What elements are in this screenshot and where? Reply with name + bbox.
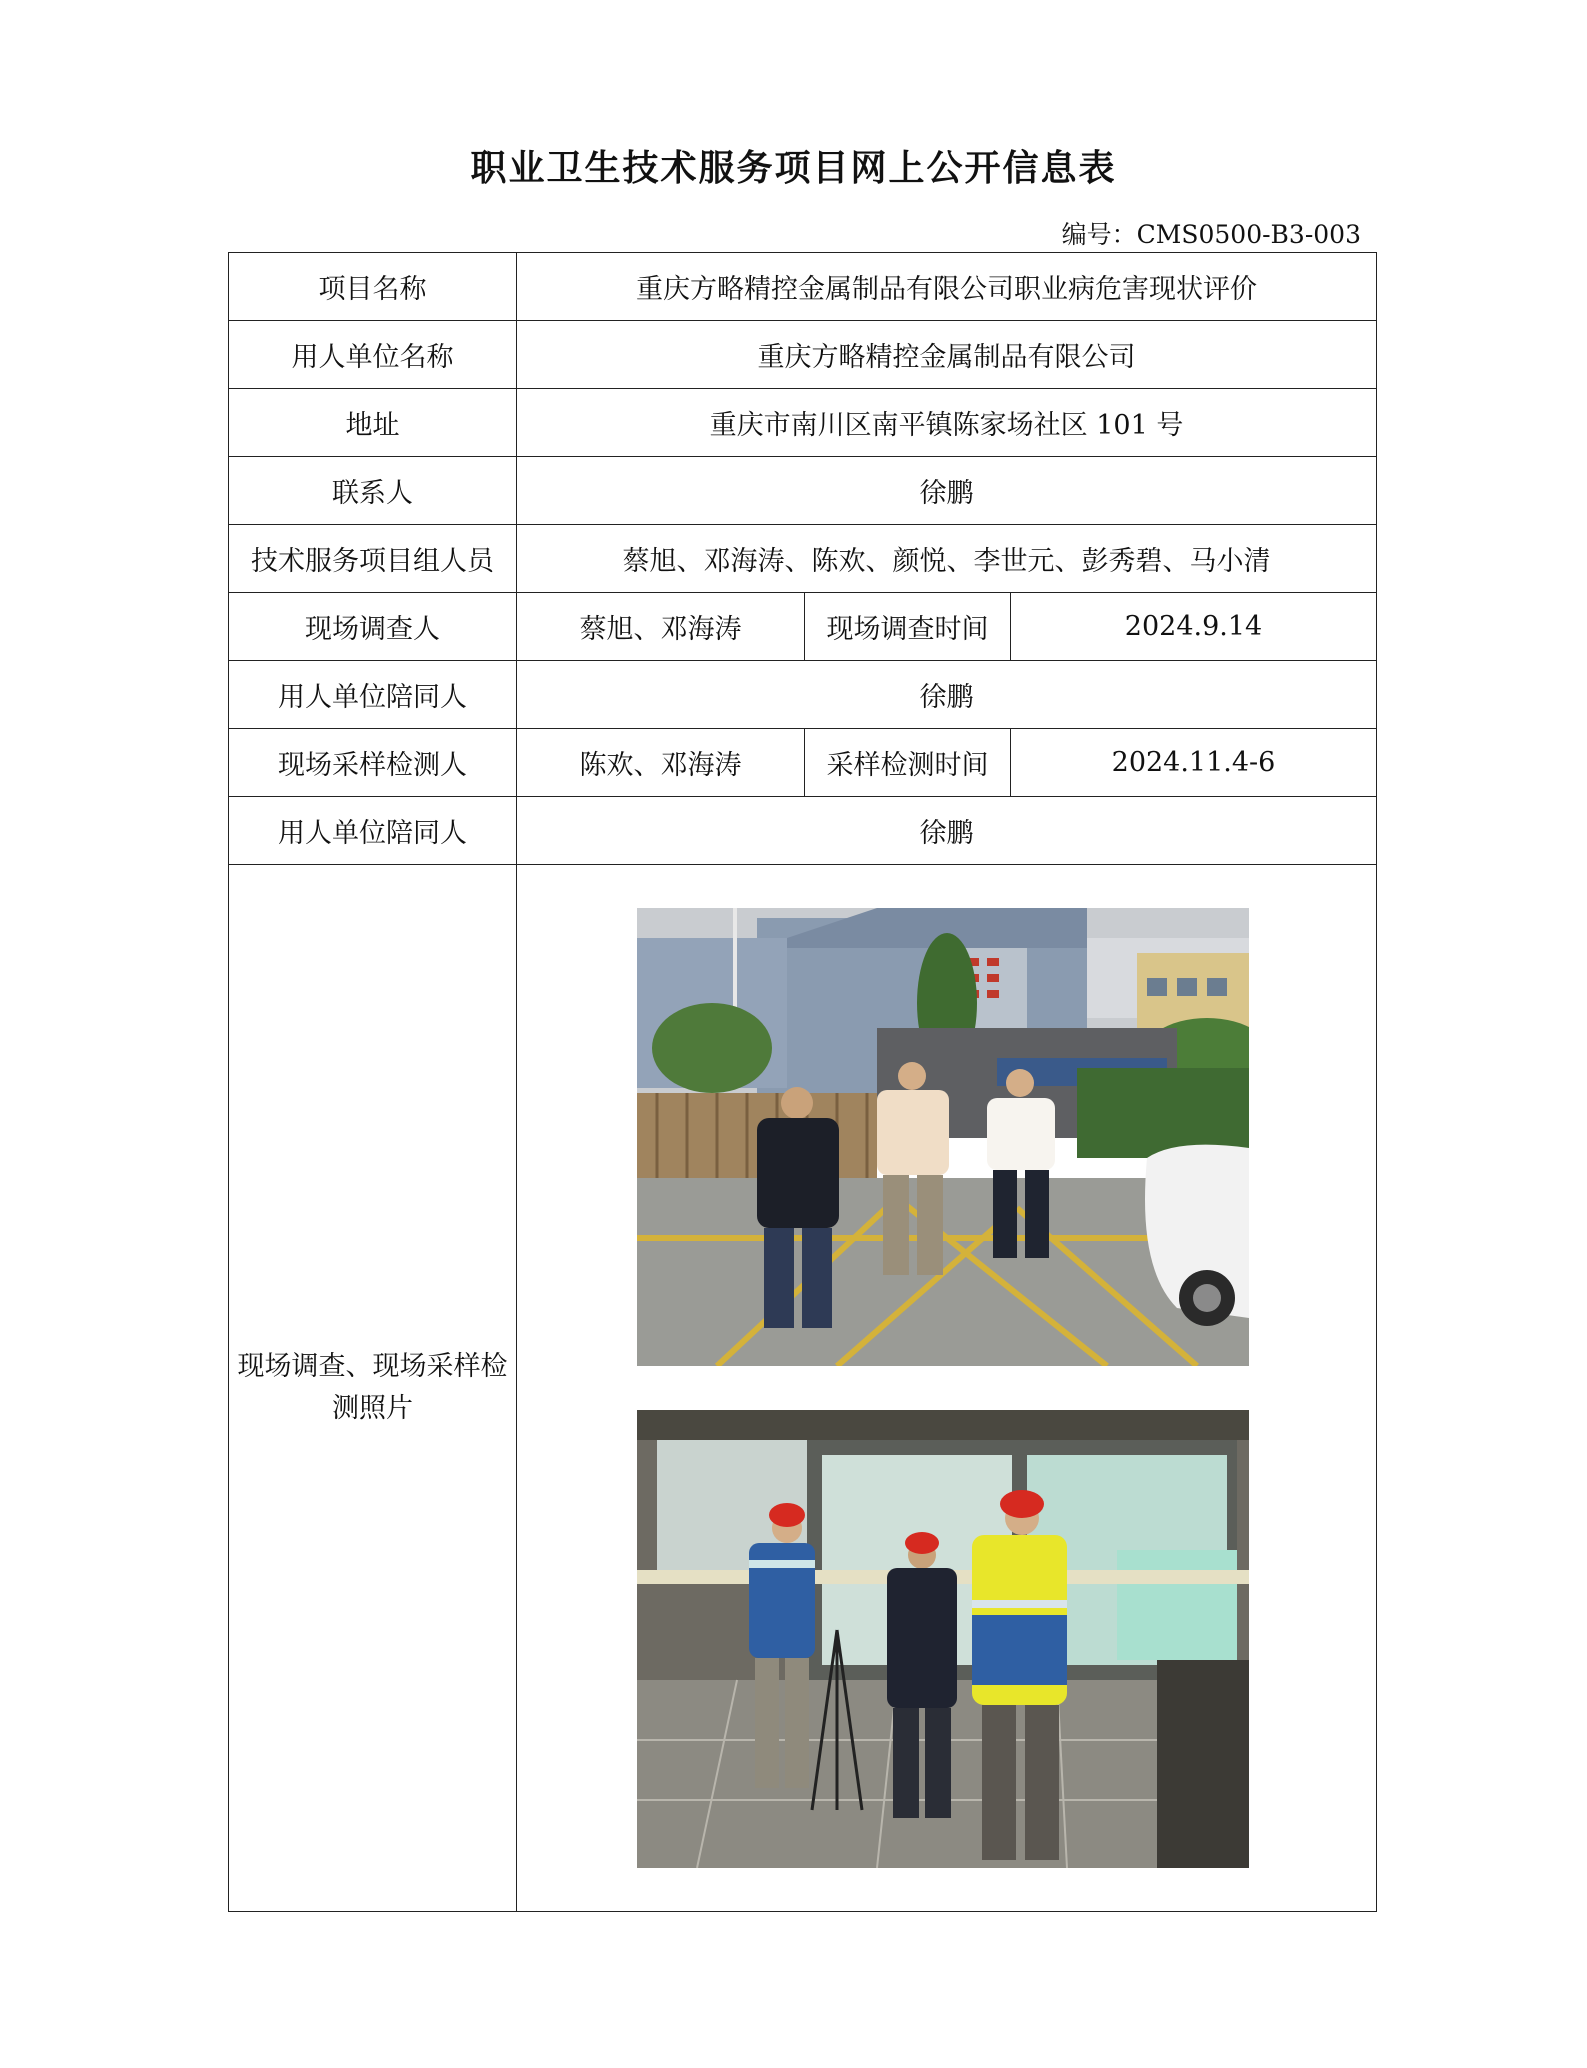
contact-value: 徐鹏 xyxy=(517,457,1377,525)
sampling-person-label: 现场采样检测人 xyxy=(229,729,517,797)
survey-person-value: 蔡旭、邓海涛 xyxy=(517,593,805,661)
survey-time-label: 现场调查时间 xyxy=(805,593,1011,661)
row-sampling xyxy=(229,729,1377,797)
document-code: 编号：CMS0500-B3-003 xyxy=(1061,220,1361,249)
team-label: 技术服务项目组人员 xyxy=(229,525,517,593)
employer-label: 用人单位名称 xyxy=(229,321,517,389)
survey-escort-value: 徐鹏 xyxy=(517,661,1377,729)
row-team xyxy=(229,525,1377,593)
team-value: 蔡旭、邓海涛、陈欢、颜悦、李世元、彭秀碧、马小清 xyxy=(517,525,1377,593)
address-value: 重庆市南川区南平镇陈家场社区 101 号 xyxy=(517,389,1377,457)
document-title: 职业卫生技术服务项目网上公开信息表 xyxy=(470,147,1117,189)
row-survey xyxy=(229,593,1377,661)
survey-photo xyxy=(637,908,1249,1366)
sampling-photo xyxy=(637,1410,1249,1868)
row-photos xyxy=(229,865,1377,1912)
sampling-time-value: 2024.11.4-6 xyxy=(1011,729,1377,797)
row-address xyxy=(229,389,1377,457)
photos-label: 现场调查、现场采样检测照片 xyxy=(229,865,517,1912)
contact-label: 联系人 xyxy=(229,457,517,525)
sampling-escort-value: 徐鹏 xyxy=(517,797,1377,865)
sampling-time-label: 采样检测时间 xyxy=(805,729,1011,797)
project-name-value: 重庆方略精控金属制品有限公司职业病危害现状评价 xyxy=(517,253,1377,321)
project-name-label: 项目名称 xyxy=(229,253,517,321)
address-label: 地址 xyxy=(229,389,517,457)
row-employer xyxy=(229,321,1377,389)
row-survey-escort xyxy=(229,661,1377,729)
survey-time-value: 2024.9.14 xyxy=(1011,593,1377,661)
survey-escort-label: 用人单位陪同人 xyxy=(229,661,517,729)
row-project-name xyxy=(229,253,1377,321)
row-contact xyxy=(229,457,1377,525)
row-sampling-escort xyxy=(229,797,1377,865)
survey-person-label: 现场调查人 xyxy=(229,593,517,661)
photos-container xyxy=(517,865,1376,1911)
photos-cell xyxy=(517,865,1377,1912)
info-table xyxy=(228,252,1377,1912)
employer-value: 重庆方略精控金属制品有限公司 xyxy=(517,321,1377,389)
sampling-person-value: 陈欢、邓海涛 xyxy=(517,729,805,797)
sampling-escort-label: 用人单位陪同人 xyxy=(229,797,517,865)
